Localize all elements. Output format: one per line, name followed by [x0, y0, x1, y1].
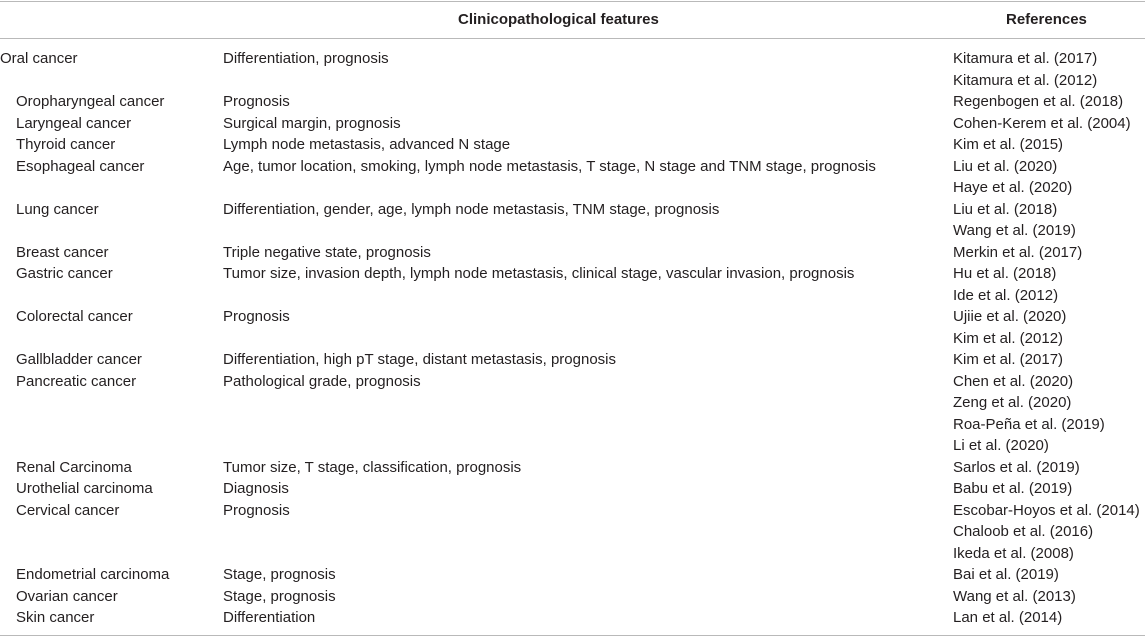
reference-citation: Kim et al. (2015) [953, 136, 1064, 153]
cancer-type-cell: Renal Carcinoma [16, 458, 132, 476]
table-row [0, 134, 1145, 156]
table-row [0, 242, 1145, 264]
references-cell [953, 500, 1145, 565]
reference-citation: Ujiie et al. (2020) [953, 308, 1067, 325]
features-cell: Tumor size, invasion depth, lymph node metastasis, clinical stage, vascular invasion, prognosis [223, 265, 855, 282]
cancer-type-cell: Esophageal cancer [16, 157, 145, 175]
cancer-type-cell: Gastric cancer [16, 265, 113, 282]
features-cell: Prognosis [223, 308, 290, 325]
table-row [0, 113, 1145, 135]
header-references: References [1006, 11, 1087, 28]
features-cell: Differentiation, prognosis [223, 50, 389, 67]
references-cell [953, 134, 1145, 156]
table-body [0, 48, 1145, 629]
cancer-type-cell: Cervical cancer [16, 501, 120, 519]
table-row [0, 91, 1145, 113]
reference-citation: Cohen-Kerem et al. (2004) [953, 114, 1131, 132]
references-cell [953, 371, 1145, 457]
table-row [0, 48, 1145, 91]
reference-citation: Escobar-Hoyos et al. (2014) [953, 501, 1140, 519]
features-cell: Differentiation, high pT stage, distant metastasis, prognosis [223, 351, 616, 368]
cancer-type-cell: Gallbladder cancer [16, 351, 142, 368]
features-cell: Stage, prognosis [223, 587, 336, 605]
cancer-type-cell: Oropharyngeal cancer [16, 93, 165, 110]
cancer-type-cell: Lung cancer [16, 200, 99, 218]
reference-citation: Regenbogen et al. (2018) [953, 93, 1124, 110]
features-cell: Age, tumor location, smoking, lymph node metastasis, T stage, N stage and TNM stage, prognosis [223, 157, 876, 175]
references-cell [953, 306, 1145, 349]
references-cell [953, 48, 1145, 91]
table-row [0, 564, 1145, 586]
features-cell: Surgical margin, prognosis [223, 114, 401, 132]
features-cell: Differentiation, gender, age, lymph node metastasis, TNM stage, prognosis [223, 200, 720, 218]
reference-citation: Wang et al. (2019) [953, 222, 1076, 239]
table-bottom-rule [0, 635, 1145, 636]
table-row [0, 478, 1145, 500]
references-cell [953, 564, 1145, 586]
cancer-type-cell: Endometrial carcinoma [16, 566, 170, 583]
table-row [0, 371, 1145, 457]
features-cell: Pathological grade, prognosis [223, 372, 421, 390]
references-cell [953, 113, 1145, 135]
table-row [0, 349, 1145, 371]
table-row [0, 457, 1145, 479]
cancer-type-cell: Skin cancer [16, 609, 95, 626]
reference-citation: Kitamura et al. (2017) [953, 50, 1098, 67]
reference-citation: Chen et al. (2020) [953, 372, 1074, 390]
reference-citation: Ide et al. (2012) [953, 286, 1059, 304]
references-cell [953, 586, 1145, 608]
references-cell [953, 156, 1145, 199]
reference-citation: Kim et al. (2012) [953, 329, 1064, 347]
table-row [0, 199, 1145, 242]
features-cell: Stage, prognosis [223, 566, 336, 583]
features-cell: Differentiation [223, 609, 316, 626]
references-cell [953, 349, 1145, 371]
references-cell [953, 478, 1145, 500]
reference-citation: Li et al. (2020) [953, 437, 1049, 454]
table-row [0, 306, 1145, 349]
cancer-type-cell: Oral cancer [0, 50, 78, 67]
references-cell [953, 457, 1145, 479]
table-header [0, 0, 1145, 38]
reference-citation: Sarlos et al. (2019) [953, 458, 1080, 476]
reference-citation: Merkin et al. (2017) [953, 243, 1083, 261]
features-cell: Lymph node metastasis, advanced N stage [223, 136, 511, 153]
table-row [0, 607, 1145, 629]
reference-citation: Lan et al. (2014) [953, 609, 1063, 626]
reference-citation: Roa-Peña et al. (2019) [953, 415, 1105, 433]
table-row [0, 586, 1145, 608]
header-rule [0, 38, 1145, 39]
header-clinicopathological-features: Clinicopathological features [458, 11, 659, 28]
cancer-type-cell: Ovarian cancer [16, 587, 118, 605]
reference-citation: Haye et al. (2020) [953, 179, 1073, 196]
reference-citation: Liu et al. (2020) [953, 157, 1058, 175]
features-cell: Prognosis [223, 93, 290, 110]
references-cell [953, 263, 1145, 306]
features-cell: Triple negative state, prognosis [223, 243, 431, 261]
table-row [0, 156, 1145, 199]
cancer-type-cell: Laryngeal cancer [16, 114, 132, 132]
cancer-type-cell: Thyroid cancer [16, 136, 116, 153]
reference-citation: Zeng et al. (2020) [953, 394, 1072, 411]
cancer-type-cell: Pancreatic cancer [16, 372, 137, 390]
references-cell [953, 242, 1145, 264]
cancer-type-cell: Colorectal cancer [16, 308, 133, 325]
references-cell [953, 607, 1145, 629]
reference-citation: Bai et al. (2019) [953, 566, 1059, 583]
reference-citation: Liu et al. (2018) [953, 200, 1058, 218]
reference-citation: Kim et al. (2017) [953, 351, 1064, 368]
table-row [0, 263, 1145, 306]
reference-citation: Babu et al. (2019) [953, 480, 1073, 497]
features-cell: Tumor size, T stage, classification, prognosis [223, 458, 522, 476]
features-cell: Diagnosis [223, 480, 289, 497]
cancer-type-cell: Urothelial carcinoma [16, 480, 153, 497]
references-cell [953, 199, 1145, 242]
reference-citation: Kitamura et al. (2012) [953, 71, 1098, 89]
reference-citation: Chaloob et al. (2016) [953, 523, 1094, 540]
features-cell: Prognosis [223, 501, 290, 519]
cancer-type-cell: Breast cancer [16, 243, 109, 261]
reference-citation: Ikeda et al. (2008) [953, 544, 1074, 562]
references-cell [953, 91, 1145, 113]
table-row [0, 500, 1145, 565]
reference-citation: Hu et al. (2018) [953, 265, 1057, 282]
reference-citation: Wang et al. (2013) [953, 587, 1076, 605]
